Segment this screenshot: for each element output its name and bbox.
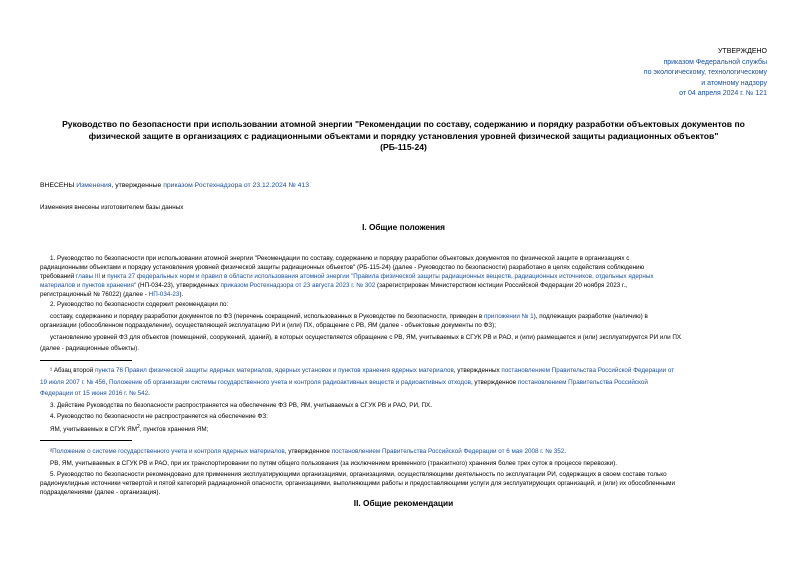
paragraph-2-item: установлению уровней ФЗ для объектов (помещений, сооружений, зданий), в которых осуществляется обращение с РВ, ЯМ, учитываемых в СГУК РВ и РАО, и (или) размещается и (или) эксплуатируется РИ или ПХ (50, 334, 682, 341)
section-heading-1: I. Общие положения (362, 222, 445, 232)
paragraph-1-line: материалов и пунктов хранения" (НП-034-23), утвержденных приказом Ростехнадзора от 23 августа 2023 г. № 302 (зарегистрирован Министерством юстиции Российской Федерации 20 ноября 2023 г., (40, 282, 627, 289)
approval-order-link-2[interactable]: по экологическому, технологическому (643, 69, 767, 76)
document-title (40, 119, 767, 154)
footnote-ref[interactable]: 2 (136, 424, 140, 430)
amendment-link[interactable]: Изменения (76, 182, 112, 189)
amendment-db-note: Изменения внесены изготовителем базы данных (40, 204, 184, 211)
footnote-link[interactable]: Положение о системе государственного учета и контроля ядерных материалов (52, 448, 285, 455)
footnote-1-line: Федерации от 15 июня 2016 г. № 542. (40, 390, 150, 397)
paragraph-2-item-line: (далее - радиационные объекты). (40, 345, 140, 352)
approval-order-link-4[interactable]: от 04 апреля 2024 г. № 121 (679, 90, 767, 97)
paragraph-1-line: требований главы III и пункта 27 федеральных норм и правил в области использования атомной энергии "Правила физической защиты радиационных веществ, радиационных источников, отдельных ядерных (40, 273, 654, 280)
paragraph-2: 2. Руководство по безопасности содержит рекомендации по: (50, 301, 229, 308)
paragraph-2-item: составу, содержанию и порядку разработки документов по ФЗ (перечень сокращений, использованных в Руководстве по безопасности, приведен в приложении № 1), подлежащих разработке (наличию) в (50, 313, 648, 320)
paragraph-4-item: ЯМ, учитываемых в СГУК $ЯМ^2$, пунктов хранения ЯМ; (50, 424, 209, 434)
paragraph-4-item: РВ, ЯМ, учитываемых в СГУК РВ и РАО, при их транспортировании по путям общего пользования (за исключением временного (транзитного) хранения более трех суток в процессе перевозки). (50, 460, 618, 467)
paragraph-5-line: радионуклидные источники четвертой и пятой категорий радиационной опасности, организациями, выполняющими работы и предоставляющими услуги для эксплуатирующих организаций, и (или) их обособленными (40, 480, 675, 487)
paragraph-1-line: регистрационный № 76022) (далее - НП-034-23). (40, 291, 184, 298)
footnote-separator (40, 360, 132, 361)
footnote-link[interactable]: Положение об организации системы государственного учета и контроля радиоактивных веществ и радиоактивных отходов (108, 379, 471, 386)
footnote-link[interactable]: 19 июля 2007 г. № 456 (40, 379, 106, 386)
footnote-1: ¹ Абзац второй пункта 76 Правил физической защиты ядерных материалов, ядерных установок и пунктов хранения ядерных материалов, утвержденных постановлением Правительства Российской Федерации от (50, 367, 675, 374)
paragraph-1-line: радиационными объектами и порядку установления уровней физической защиты радиационных объектов" (РБ-115-24) (далее - Руководство по безопасности) разработано в целях содействия соблюдению (40, 264, 645, 271)
footnote-link[interactable]: постановлением Правительства Российской Федерации от 6 мая 2008 г. № 352 (331, 448, 565, 455)
title-line: физической защите в организациях с радиационными объектами и порядку установления уровней физической защиты радиационных объектов" (88, 130, 719, 141)
chapter-link[interactable]: главы III (75, 273, 101, 280)
title-line: (РБ-115-24) (380, 142, 427, 152)
approval-label: УТВЕРЖДЕНО (717, 48, 767, 55)
appendix-link[interactable]: приложении № 1 (484, 313, 534, 320)
section-heading-2: II. Общие рекомендации (353, 498, 454, 508)
footnote-separator (40, 440, 132, 441)
footnote-link[interactable]: постановлением Правительства Российской Федерации от (501, 367, 675, 374)
norms-link-cont[interactable]: материалов и пунктов хранения" (40, 282, 137, 289)
approval-order-link[interactable]: приказом Федеральной службы (663, 58, 767, 66)
order-link[interactable]: приказом Ростехнадзора от 23 августа 2023 г. № 302 (220, 282, 376, 289)
paragraph-5: 5. Руководство по безопасности рекомендовано для применения эксплуатирующими организациями, организациями, осуществляющими деятельность по эксплуатации РИ, содержащих в своем составе только (50, 471, 667, 478)
norms-link[interactable]: пункта 27 федеральных норм и правил в области использования атомной энергии "Правила физической защиты радиационных веществ, радиационных источников, отдельных ядерных (107, 273, 654, 280)
footnote-link[interactable]: Федерации от 15 июня 2016 г. № 542 (40, 390, 149, 397)
amendment-note: ВНЕСЕНЫ Изменения, утвержденные приказом Ростехнадзора от 23.12.2024 № 413 (40, 182, 309, 189)
paragraph-4: 4. Руководство по безопасности не распространяется на обеспечение ФЗ: (50, 413, 268, 420)
paragraph-3: 3. Действие Руководства по безопасности распространяется на обеспечение ФЗ РВ, ЯМ, учитываемых в СГУК РВ и РАО, РИ, ПХ. (50, 402, 432, 409)
paragraph-1: 1. Руководство по безопасности при использовании атомной энергии "Рекомендации по составу, содержанию и порядку разработки объектовых документов по физической защите в организациях с (50, 255, 630, 262)
footnote-1-line: 19 июля 2007 г. № 456, Положение об организации системы государственного учета и контроля радиоактивных веществ и радиоактивных отходов, утвержденное постановлением Правительства Российской (40, 379, 648, 386)
paragraph-2-item-line: организации (обособленном подразделении), осуществляющей эксплуатацию РИ и (или) ПХ, обращение с РВ, ЯМ (далее - объектовые документы по ФЗ); (40, 322, 496, 329)
paragraph-5-line: подразделениями (далее - организация). (40, 489, 161, 496)
footnote-2: ²Положение о системе государственного учета и контроля ядерных материалов, утвержденное постановлением Правительства Российской Федерации от 6 мая 2008 г. № 352. (50, 448, 567, 455)
footnote-link[interactable]: пункта 76 Правил физической защиты ядерных материалов, ядерных установок и пунктов хранения ядерных материалов (95, 367, 454, 374)
title-line: Руководство по безопасности при использовании атомной энергии "Рекомендации по составу, содержанию и порядку разработки объектовых документов по (62, 119, 745, 129)
approval-order-link-3[interactable]: и атомному надзору (701, 79, 767, 87)
footnote-link[interactable]: постановлением Правительства Российской (517, 379, 648, 386)
amendment-order-link[interactable]: приказом Ростехнадзора от 23.12.2024 № 413 (163, 182, 309, 189)
np-link[interactable]: НП-034-23 (148, 291, 180, 298)
approval-block (644, 47, 767, 100)
